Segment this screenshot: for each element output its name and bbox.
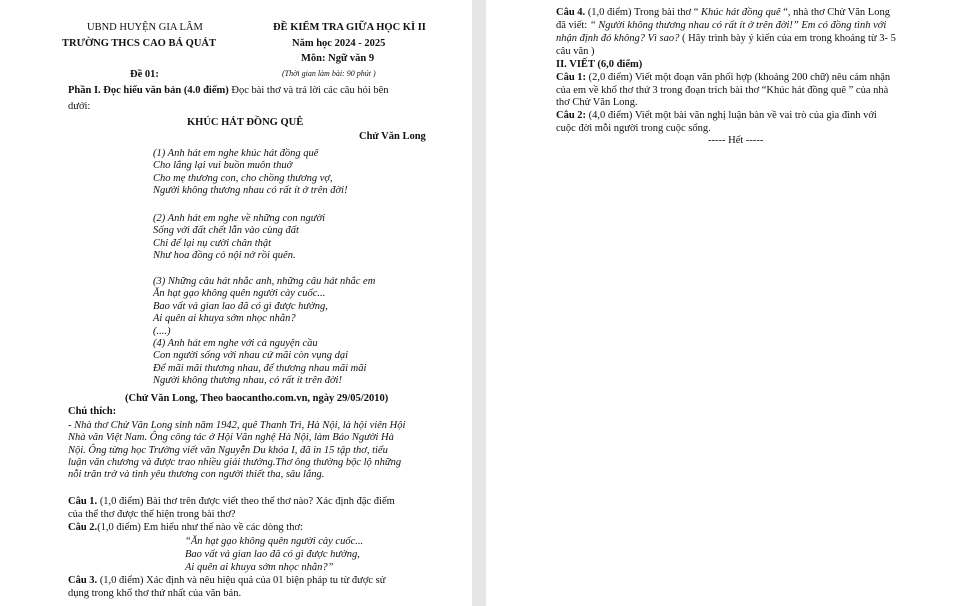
question-2-text: (1,0 điểm) Em hiểu như thế nào về các dòng thơ:: [97, 522, 303, 533]
writing-question-1-line3: thơ Chử Văn Long.: [556, 97, 638, 108]
writing-question-2-label: Câu 2:: [556, 110, 587, 121]
poem-source: (Chử Văn Long, Theo baocantho.com.vn, ngày 29/05/2010): [125, 393, 389, 404]
poem-line: Chỉ để lại nụ cười chân thật: [153, 237, 272, 249]
writing-question-1: [556, 72, 890, 84]
question-2-quote: [185, 536, 363, 574]
exam-time: (Thời gian làm bài: 90 phút ): [282, 69, 376, 78]
question-1-line2: của thể thơ được thể hiện trong bài thơ?: [68, 509, 236, 520]
quote-line: “Ăn hạt gạo không quên người cày cuốc...: [185, 536, 364, 547]
note-line: Nội. Ông từng học Trường viết văn Nguyễn Du khóa I, đã in 15 tập thơ, tiểu: [68, 444, 388, 456]
poem-line: (2) Anh hát em nghe về những con người: [153, 213, 325, 224]
question-4-line3: [556, 33, 896, 45]
poem-line: Như hoa đồng cỏ nội nở rồi quên.: [153, 250, 296, 262]
question-3-text: (1,0 điểm) Xác định và nêu hiệu quả của 01 biện pháp tu từ được sử: [99, 575, 386, 586]
writing-question-2: [556, 110, 877, 122]
question-4-line4: câu văn ): [556, 46, 595, 57]
poem-line: Con người sống với nhau cứ mãi còn vụng dại: [153, 350, 349, 362]
poem-line: Bao vất vả gian lao đã có gì được hưởng,: [153, 300, 328, 312]
poem-line: (3) Những câu hát nhắc anh, những câu hát nhắc em: [153, 276, 376, 287]
question-4-line2: [556, 20, 886, 32]
school-year: Năm học 2024 - 2025: [292, 38, 386, 49]
question-1-text: (1,0 điểm) Bài thơ trên được viết theo thể thơ nào? Xác định đặc điểm: [99, 496, 395, 507]
exam-code: Đề 01:: [130, 69, 159, 80]
question-1: [68, 496, 395, 508]
poem-line: Người không thương nhau, có rất ít trên đời!: [153, 375, 342, 387]
poem-title: KHÚC HÁT ĐỒNG QUÊ: [187, 117, 304, 128]
writing-question-1-line2: của em về khổ thơ thứ 3 trong đoạn trích bài thơ “Khúc hát đồng quê ” của nhà: [556, 85, 889, 96]
question-4-label: Câu 4.: [556, 7, 586, 18]
note-line: nỗi trăn trở và tình yêu thương con người thiết tha, sâu lắng.: [68, 469, 325, 481]
stanza-2: [153, 213, 325, 263]
district-name: UBND HUYỆN GIA LÂM: [87, 22, 203, 33]
writing-question-2-text: (4,0 điểm) Viết một bài văn nghị luận bàn về vai trò của gia đình với: [586, 110, 877, 121]
question-3-line2: dụng trong khổ thơ thứ nhất của văn bản.: [68, 588, 242, 599]
poem-line: (4) Anh hát em nghe với cả nguyện cầu: [153, 338, 318, 350]
writing-question-1-text: (2,0 điểm) Viết một đoạn văn phối hợp (khoảng 200 chữ) nêu cảm nhận: [586, 72, 891, 83]
exam-page-2: [486, 0, 958, 606]
poem-line: Cho lắng lại vui buồn muôn thuở: [153, 160, 293, 172]
question-2-label: Câu 2.: [68, 522, 98, 533]
writing-question-2-line2: cuộc đời mỗi người trong cuộc sống.: [556, 123, 711, 134]
poem-line: Để mãi mãi thương nhau, để thương nhau mãi mãi: [153, 362, 367, 374]
poem-line: Ăn hạt gạo không quên người cày cuốc...: [153, 288, 326, 300]
writing-question-1-label: Câu 1:: [556, 72, 587, 83]
question-4-text-b: “, nhà thơ Chử Văn Long: [780, 7, 890, 18]
part1-heading-rest: Đọc bài thơ và trả lời các câu hỏi bên: [231, 85, 389, 96]
poem-line: Ai quên ai khuya sớm nhọc nhằn?: [153, 313, 296, 325]
question-2: [68, 522, 303, 534]
part2-heading: II. VIẾT (6,0 điểm): [556, 59, 643, 70]
question-4-poem: Khúc hát đồng quê: [701, 7, 781, 18]
end-marker: ----- Hết -----: [708, 135, 764, 146]
part1-heading-line2: dưới:: [68, 101, 91, 112]
note-line: luận văn chương và được trao nhiều giải thưởng.Thơ ông thường bộc lộ những: [68, 456, 402, 468]
question-3-label: Câu 3.: [68, 575, 98, 586]
question-1-label: Câu 1.: [68, 496, 98, 507]
poem-author: Chử Văn Long: [359, 131, 426, 142]
exam-page-1: [0, 0, 472, 606]
question-3: [68, 575, 385, 587]
stanza-1: [153, 148, 348, 198]
exam-title: ĐỀ KIỂM TRA GIỮA HỌC KÌ II: [273, 22, 426, 33]
poem-line: (....): [153, 325, 171, 337]
question-4-line3-a: nhận định đó không? Vì sao?: [556, 33, 680, 44]
quote-line: Ai quên ai khuya sớm nhọc nhằn?”: [185, 561, 334, 573]
stanza-3: [153, 276, 375, 388]
poem-line: Người không thương nhau có rất ít ở trên đời!: [153, 185, 348, 197]
note-line: - Nhà thơ Chử Văn Long sinh năm 1942, quê Thanh Trì, Hà Nội, là hội viên Hội: [68, 420, 406, 431]
quote-line: Bao vất vả gian lao đã có gì được hưởng,: [185, 548, 360, 560]
note-label: Chú thích:: [68, 406, 117, 417]
question-4-line2-b: “ Người không thương nhau có rất ít ở trên đời!” Em có đồng tình với: [589, 20, 887, 31]
question-4: [556, 7, 890, 19]
poem-line: Sống với đất chết lẫn vào cùng đất: [153, 225, 299, 237]
part1-heading-bold: Phần I. Đọc hiểu văn bản (4.0 điểm): [68, 85, 229, 96]
question-4-line3-b: ( Hãy trình bày ý kiến của em trong khoảng từ 3- 5: [679, 33, 896, 44]
poem-line: (1) Anh hát em nghe khúc hát đồng quê: [153, 148, 319, 159]
school-name: TRƯỜNG THCS CAO BÁ QUÁT: [62, 38, 217, 49]
part1-heading: [68, 85, 389, 97]
subject-label: Môn: Ngữ văn 9: [301, 53, 375, 64]
note-line: Nhà văn Việt Nam. Ông công tác ở Hội Văn nghệ Hà Nội, làm Báo Người Hà: [68, 432, 394, 444]
question-4-line2-a: đã viết:: [556, 20, 590, 31]
poem-line: Cho mẹ thương con, cho chồng thương vợ,: [153, 172, 333, 184]
note-text: [68, 420, 405, 481]
question-4-text-a: (1,0 điểm) Trong bài thơ “: [585, 7, 701, 18]
